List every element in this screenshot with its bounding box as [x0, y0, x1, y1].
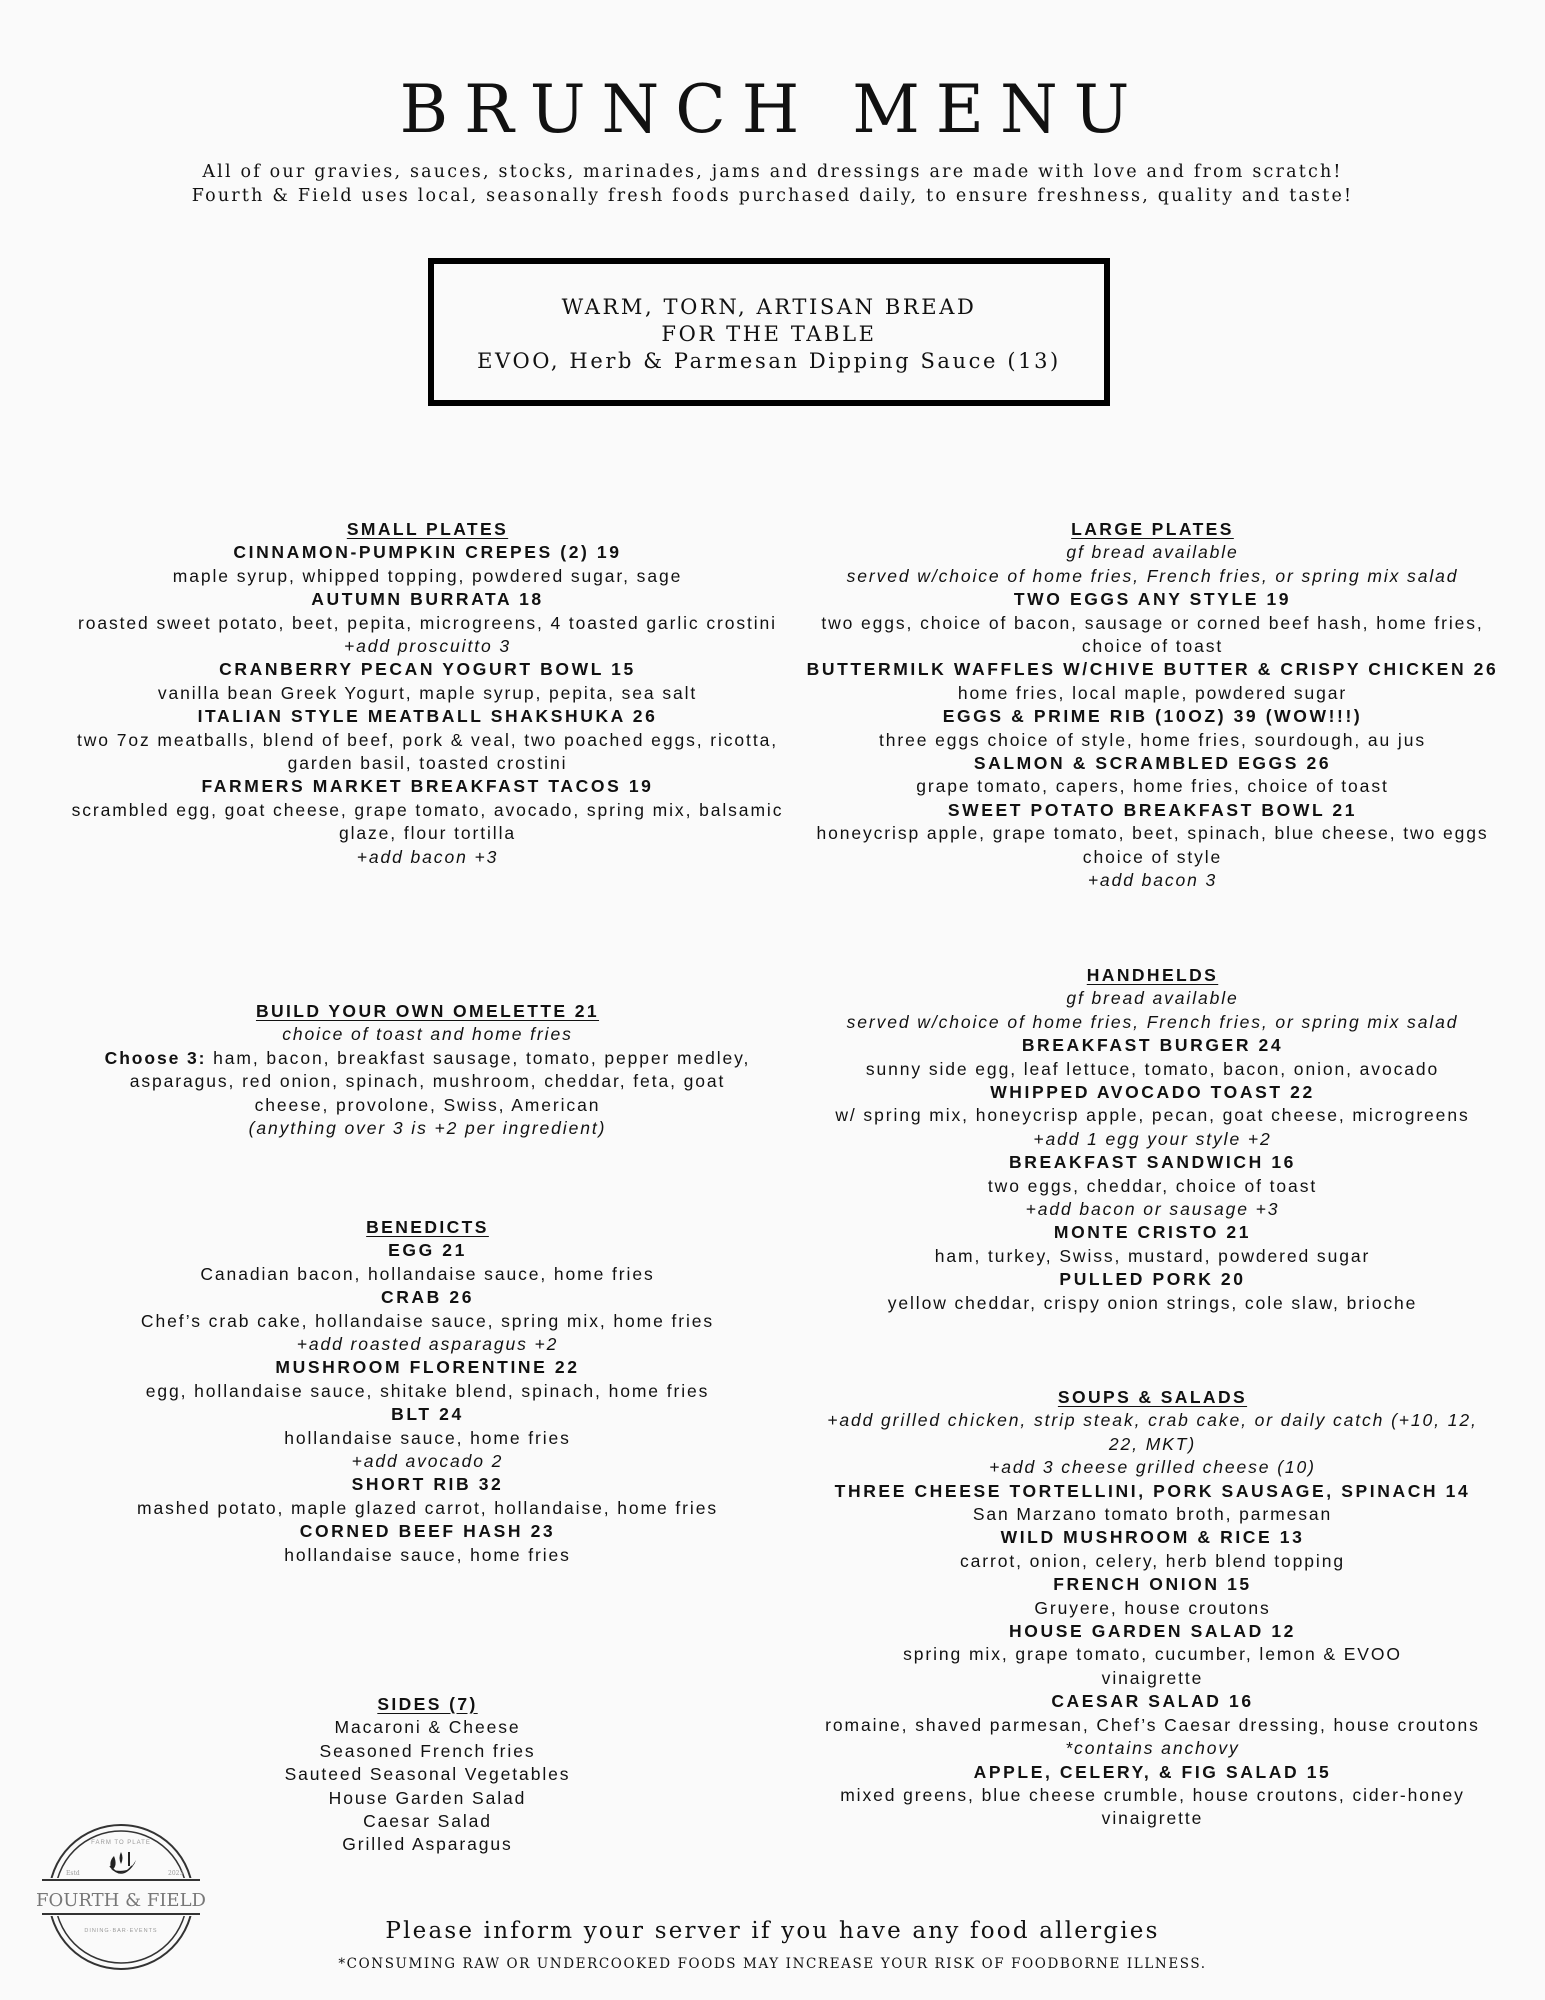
menu-item-name: FRENCH ONION 15 [1053, 1574, 1252, 1595]
menu-item-name: SALMON & SCRAMBLED EGGS 26 [973, 753, 1332, 774]
page-title: BRUNCH MENU [399, 71, 1146, 148]
section-subtitle: choice of toast and home fries [282, 1024, 573, 1045]
menu-item-name: EGG 21 [388, 1240, 467, 1261]
menu-item-desc: roasted sweet potato, beet, pepita, microgreens, 4 toasted garlic crostini [78, 612, 777, 633]
menu-item-desc: sunny side egg, leaf lettuce, tomato, bacon, onion, avocado [865, 1058, 1440, 1079]
bread-feature-box [428, 258, 1110, 406]
menu-item-name: ITALIAN STYLE MEATBALL SHAKSHUKA 26 [197, 706, 658, 727]
menu-item-name: SWEET POTATO BREAKFAST BOWL 21 [947, 799, 1358, 820]
menu-item-note: +add bacon 3 [1087, 870, 1218, 891]
side-item: Sauteed Seasonal Vegetables [284, 1764, 571, 1785]
menu-item-desc: vanilla bean Greek Yogurt, maple syrup, pepita, sea salt [157, 682, 698, 703]
menu-item-name: EGGS & PRIME RIB (10OZ) 39 (WOW!!!) [942, 706, 1363, 727]
section-note: gf bread available [1066, 988, 1239, 1009]
menu-item-name: SHORT RIB 32 [351, 1474, 504, 1495]
menu-item-desc: honeycrisp apple, grape tomato, beet, spinach, blue cheese, two eggs choice of style [816, 823, 1489, 867]
restaurant-logo [26, 1822, 216, 1972]
menu-item-name: BREAKFAST BURGER 24 [1021, 1035, 1284, 1056]
svg-text:Estd: Estd [66, 1870, 80, 1877]
omelette-choices [95, 1047, 760, 1117]
section-handhelds [790, 964, 1515, 1315]
section-title: LARGE PLATES [1071, 519, 1234, 539]
menu-item-desc: yellow cheddar, crispy onion strings, cole slaw, brioche [887, 1292, 1418, 1313]
side-item: Seasoned French fries [319, 1740, 536, 1761]
menu-item-desc: mashed potato, maple glazed carrot, hollandaise, home fries [137, 1497, 718, 1518]
menu-item-note: +add avocado 2 [351, 1451, 504, 1472]
menu-item-name: BUTTERMILK WAFFLES W/CHIVE BUTTER & CRISPY CHICKEN 26 [806, 659, 1499, 680]
section-large-plates [790, 518, 1515, 893]
menu-item-name: PULLED PORK 20 [1059, 1269, 1246, 1290]
section-note: gf bread available [1066, 542, 1239, 563]
menu-item-desc: ham, turkey, Swiss, mustard, powdered sugar [934, 1245, 1371, 1266]
menu-item-note: +add 1 egg your style +2 [1033, 1128, 1272, 1149]
menu-item-note: +add bacon or sausage +3 [1025, 1199, 1280, 1220]
choose-label: Choose 3: [104, 1047, 207, 1068]
menu-item-name: CRAB 26 [380, 1287, 475, 1308]
menu-item-name: WHIPPED AVOCADO TOAST 22 [990, 1082, 1315, 1103]
svg-text:FOURTH & FIELD: FOURTH & FIELD [36, 1890, 206, 1911]
section-note: +add grilled chicken, strip steak, crab cake, or daily catch (+10, 12, 22, MKT) [827, 1410, 1478, 1454]
section-title: SIDES (7) [377, 1694, 478, 1714]
menu-item-name: APPLE, CELERY, & FIG SALAD 15 [973, 1761, 1332, 1782]
menu-item-name: WILD MUSHROOM & RICE 13 [1000, 1527, 1305, 1548]
menu-item-desc: three eggs choice of style, home fries, sourdough, au jus [878, 729, 1427, 750]
menu-item-name: CORNED BEEF HASH 23 [299, 1521, 556, 1542]
allergy-notice: Please inform your server if you have any food allergies [385, 1918, 1160, 1944]
menu-item-desc: w/ spring mix, honeycrisp apple, pecan, goat cheese, microgreens [835, 1105, 1470, 1126]
section-note: served w/choice of home fries, French fries, or spring mix salad [846, 1011, 1459, 1032]
bread-line-1: WARM, TORN, ARTISAN BREAD [561, 295, 977, 319]
section-title: HANDHELDS [1086, 965, 1219, 985]
logo-emblem-icon [26, 1822, 216, 1972]
menu-item-name: BLT 24 [391, 1404, 464, 1425]
menu-item-desc: two eggs, cheddar, choice of toast [987, 1175, 1318, 1196]
section-note: +add 3 cheese grilled cheese (10) [989, 1457, 1316, 1478]
menu-item-note: +add roasted asparagus +2 [296, 1334, 559, 1355]
side-item: Macaroni & Cheese [334, 1717, 521, 1738]
section-omelette [95, 1000, 760, 1140]
side-item: House Garden Salad [328, 1787, 527, 1808]
section-small-plates [70, 518, 785, 869]
svg-text:DINING·BAR·EVENTS: DINING·BAR·EVENTS [84, 1928, 158, 1934]
menu-item-desc: egg, hollandaise sauce, shitake blend, spinach, home fries [145, 1380, 710, 1401]
side-item: Grilled Asparagus [342, 1834, 513, 1855]
svg-text:2023: 2023 [168, 1870, 184, 1877]
menu-item-name: AUTUMN BURRATA 18 [311, 589, 544, 610]
menu-item-desc: Gruyere, house croutons [1034, 1597, 1271, 1618]
menu-item-desc: Chef’s crab cake, hollandaise sauce, spring mix, home fries [140, 1310, 715, 1331]
svg-text:FARM TO PLATE: FARM TO PLATE [91, 1840, 151, 1846]
bread-line-2: FOR THE TABLE [661, 322, 877, 346]
menu-item-desc: romaine, shaved parmesan, Chef’s Caesar dressing, house croutons [825, 1714, 1480, 1735]
section-title: BENEDICTS [366, 1217, 489, 1237]
side-item: Caesar Salad [363, 1811, 492, 1832]
omelette-note: (anything over 3 is +2 per ingredient) [248, 1118, 607, 1139]
menu-item-desc: hollandaise sauce, home fries [284, 1427, 571, 1448]
section-title: SOUPS & SALADS [1057, 1387, 1248, 1407]
menu-item-name: HOUSE GARDEN SALAD 12 [1009, 1621, 1296, 1642]
menu-item-name: TWO EGGS ANY STYLE 19 [1013, 589, 1292, 610]
menu-item-name: CRANBERRY PECAN YOGURT BOWL 15 [219, 659, 636, 680]
bread-line-3: EVOO, Herb & Parmesan Dipping Sauce (13) [477, 349, 1061, 373]
menu-item-note: *contains anchovy [1065, 1738, 1240, 1759]
menu-item-name: MUSHROOM FLORENTINE 22 [275, 1357, 580, 1378]
menu-item-name: CINNAMON-PUMPKIN CREPES (2) 19 [233, 542, 622, 563]
section-soups-salads [820, 1386, 1485, 1831]
menu-item-desc: carrot, onion, celery, herb blend topping [960, 1550, 1345, 1571]
menu-item-desc: San Marzano tomato broth, parmesan [972, 1504, 1333, 1525]
menu-item-desc: maple syrup, whipped topping, powdered sugar, sage [172, 565, 683, 586]
choose-text: ham, bacon, breakfast sausage, tomato, pepper medley, asparagus, red onion, spinach, mushroom, cheddar, feta, goat cheese, provolone, Swiss, American [129, 1047, 751, 1115]
menu-item-name: FARMERS MARKET BREAKFAST TACOS 19 [201, 776, 654, 797]
intro-text [0, 160, 1545, 208]
intro-line-1: All of our gravies, sauces, stocks, marinades, jams and dressings are made with love and from scratch! [202, 162, 1343, 182]
menu-item-name: THREE CHEESE TORTELLINI, PORK SAUSAGE, SPINACH 14 [834, 1480, 1471, 1501]
section-title: BUILD YOUR OWN OMELETTE 21 [255, 1001, 600, 1021]
section-benedicts [70, 1216, 785, 1567]
menu-item-desc: spring mix, grape tomato, cucumber, lemon & EVOO vinaigrette [903, 1644, 1402, 1688]
menu-item-desc: hollandaise sauce, home fries [284, 1544, 571, 1565]
menu-item-desc: home fries, local maple, powdered sugar [957, 682, 1348, 703]
menu-item-note: +add bacon +3 [356, 846, 499, 867]
menu-item-desc: two eggs, choice of bacon, sausage or corned beef hash, home fries, choice of toast [821, 612, 1484, 657]
raw-food-warning: *CONSUMING RAW OR UNDERCOOKED FOODS MAY INCREASE YOUR RISK OF FOODBORNE ILLNESS. [338, 1956, 1207, 1972]
menu-item-name: CAESAR SALAD 16 [1051, 1691, 1254, 1712]
menu-item-name: BREAKFAST SANDWICH 16 [1009, 1152, 1296, 1173]
intro-line-2: Fourth & Field uses local, seasonally fresh foods purchased daily, to ensure freshness, quality and taste! [191, 186, 1354, 206]
section-title: SMALL PLATES [346, 519, 509, 539]
menu-item-desc: Canadian bacon, hollandaise sauce, home fries [200, 1263, 655, 1284]
menu-item-desc: scrambled egg, goat cheese, grape tomato, avocado, spring mix, balsamic glaze, flour tortilla [71, 799, 784, 844]
menu-item-desc: mixed greens, blue cheese crumble, house croutons, cider-honey vinaigrette [840, 1784, 1465, 1829]
menu-item-desc: grape tomato, capers, home fries, choice of toast [916, 776, 1389, 797]
section-note: served w/choice of home fries, French fries, or spring mix salad [846, 565, 1459, 586]
menu-item-desc: two 7oz meatballs, blend of beef, pork & veal, two poached eggs, ricotta, garden basil, toasted crostini [77, 729, 778, 774]
menu-item-note: +add proscuitto 3 [343, 636, 512, 657]
menu-item-name: MONTE CRISTO 21 [1053, 1222, 1252, 1243]
